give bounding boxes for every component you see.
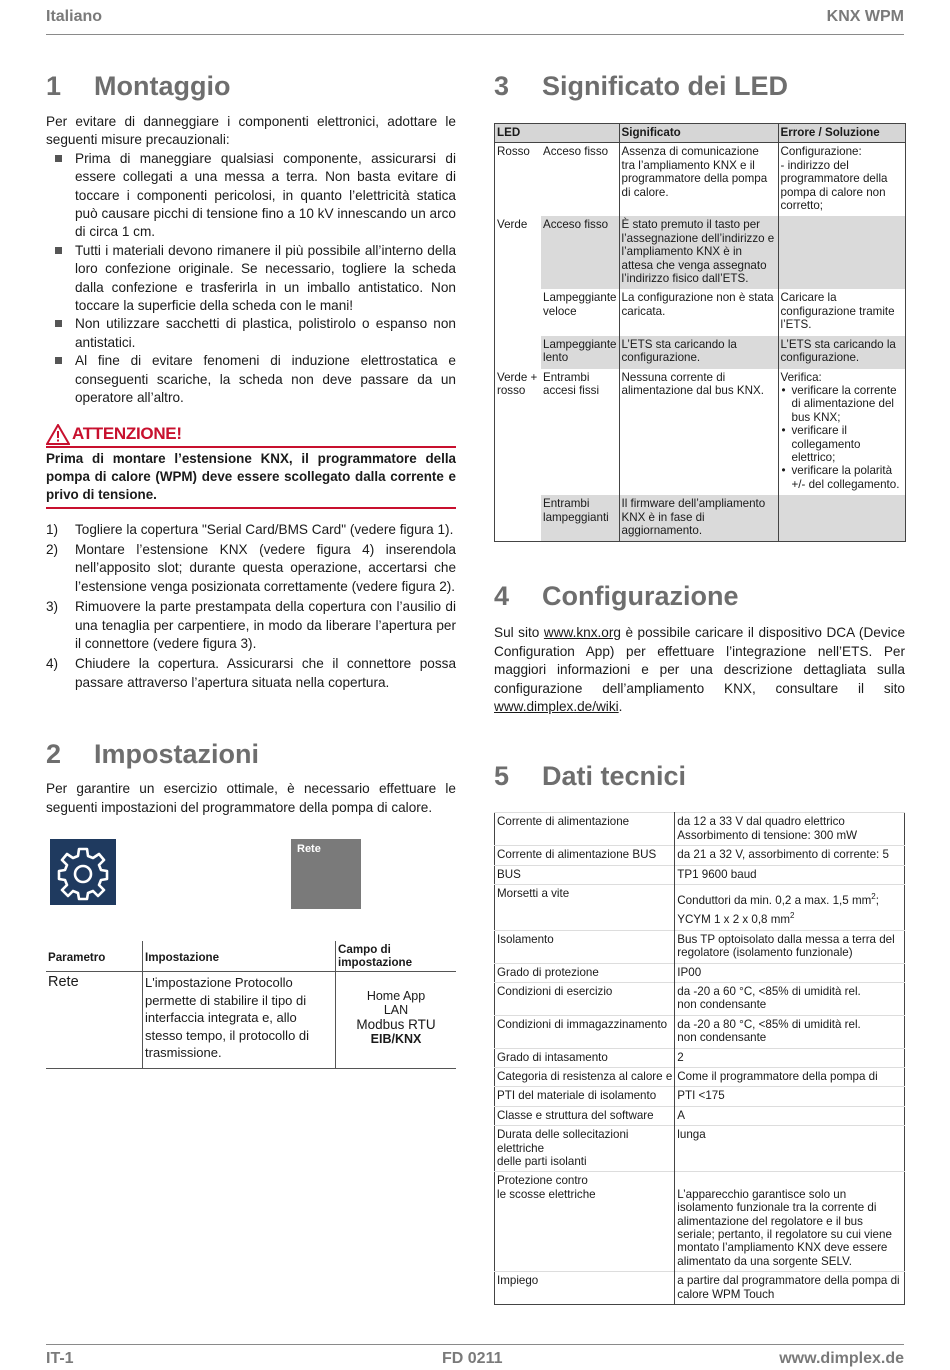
table-row: Protezione contro le scosse elettriche L’apparecchio garantisce solo un isolamento funzionale tra la corrente di alimentazione del regolatore e il bus seriale; pertanto, il regolatore su cui viene montato l’ampliamento KNX deve essere alimentato da una sorgente SELV. xyxy=(495,1172,905,1272)
list-item: 1) Togliere la copertura "Serial Card/BMS Card" (vedere figura 1). xyxy=(46,521,454,537)
table-row: Isolamento Bus TP optoisolato dalla messa a terra del regolatore (isolamento funzionale) xyxy=(495,930,905,963)
dimplex-wiki-link[interactable]: www.dimplex.de/wiki xyxy=(494,699,619,714)
tech-data-table xyxy=(494,812,905,1305)
table-row: Entrambi lampeggianti Il firmware dell’ampliamento KNX è in fase di aggiornamento. xyxy=(495,495,906,542)
table-row: Lampeggiante veloce La configurazione non è stata caricata. Caricare la configurazione tramite l’ETS. xyxy=(495,289,906,335)
page-footer xyxy=(46,1344,904,1370)
footer-page-number: IT-1 xyxy=(46,1350,74,1367)
table-row: Verde Acceso fisso È stato premuto il tasto per l’assegnazione dell’indirizzo e l’ampliamento KNX è in attesa che venga assegnato l’indirizzo fisico dall’ETS. xyxy=(495,216,906,289)
param-options xyxy=(336,971,457,1068)
table-row: Grado di intasamento 2 xyxy=(495,1048,905,1067)
settings-graphic xyxy=(46,837,456,933)
table-row: Grado di protezione IP00 xyxy=(495,963,905,982)
column-header: Impostazione xyxy=(143,941,336,972)
list-item: Non utilizzare sacchetti di plastica, polistirolo o espanso non antistatici. xyxy=(46,315,456,352)
option: LAN xyxy=(383,1003,409,1018)
s1-intro: Per evitare di danneggiare i componenti elettronici, adottare le seguenti misure precauzionali: xyxy=(46,114,456,148)
option: Modbus RTU xyxy=(356,1016,436,1032)
list-item: Prima di maneggiare qualsiasi componente, assicurarsi di essere collegati a una messa a terra. Non basta evitare di toccare i componenti pericolosi, in quanto l’elettricità statica può causare picchi di tensione fino a 10 kV innescando un arco di circa 1 cm. xyxy=(46,150,456,242)
menu-tile-label: Rete xyxy=(297,842,321,855)
section-5-title: 5 Dati tecnici xyxy=(494,761,687,792)
table-row: Corrente di alimentazione da 12 a 33 V dal quadro elettrico Assorbimento di tensione: 300 mW xyxy=(495,813,905,846)
table-row: Condizioni di immagazzinamento da -20 a 80 °C, <85% di umidità rel. non condensante xyxy=(495,1015,905,1048)
list-item: 4) Chiudere la copertura. Assicurarsi che il connettore possa passare attraverso l’apertura situata nella copertura. xyxy=(46,656,456,690)
list-item: • verificare la polarità +/- del collegamento. xyxy=(781,464,904,491)
table-row: PTI del materiale di isolamento PTI <175 xyxy=(495,1087,905,1106)
warning-title: ATTENZIONE! xyxy=(72,423,182,443)
right-column xyxy=(494,64,905,1305)
header-product: KNX WPM xyxy=(826,8,904,25)
table-row: Morsetti a vite Conduttori da min. 0,2 a max. 1,5 $mm^2$; YCYM 1 x 2 x 0,8 $mm^2$ xyxy=(495,885,905,931)
s4-text: Sul sito www.knx.org è possibile caricare il dispositivo DCA (Device Configuration App) per effettuare l’integrazione nell’ETS. Per maggiori informazioni e per una descrizione dettagliata sulla configurazione dell’ampliamento KNX, consultare il sito www.dimplex.de/wiki. xyxy=(494,625,906,714)
param-name: Rete xyxy=(46,971,143,1068)
table-row: Lampeggiante lento L’ETS sta caricando la configurazione. L’ETS sta caricando la configurazione. xyxy=(495,336,906,369)
s2-intro: Per garantire un esercizio ottimale, è necessario effettuare le seguenti impostazioni del programmatore della pompa di calore. xyxy=(46,781,456,815)
section-2-title: 2 Impostazioni xyxy=(46,739,260,770)
left-column xyxy=(46,64,456,1069)
table-row: Condizioni di esercizio da -20 a 60 °C, <85% di umidità rel. non condensante xyxy=(495,982,905,1015)
check-list xyxy=(781,384,904,491)
table-row xyxy=(46,971,456,1068)
column-header: Campo di impostazione xyxy=(336,941,457,972)
option: Home App xyxy=(366,988,426,1003)
warning-header xyxy=(46,424,456,448)
table-row: Corrente di alimentazione BUS da 21 a 32 V, assorbimento di corrente: 5 xyxy=(495,846,905,865)
header-language: Italiano xyxy=(46,8,103,25)
warning-text: Prima di montare l’estensione KNX, il programmatore della pompa di calore (WPM) deve essere scollegato dalla corrente e privo di tensione. xyxy=(46,448,456,509)
precaution-list xyxy=(46,150,456,408)
section-4-title: 4 Configurazione xyxy=(494,581,739,612)
column-header xyxy=(541,124,619,143)
list-item: • verificare la corrente di alimentazione del bus KNX; xyxy=(781,384,904,424)
network-menu-tile xyxy=(291,839,361,909)
table-row: Verde + rosso Entrambi accesi fissi Nessuna corrente di alimentazione dal bus KNX. Verifica: • verificare la corrente di alimentazione del bus KNX; • verificare il collegamento elettrico; • verificare la polarità +/- del collegamento. xyxy=(495,369,906,496)
knx-link[interactable]: www.knx.org xyxy=(543,625,621,641)
mounting-steps xyxy=(46,521,456,693)
footer-website: www.dimplex.de xyxy=(779,1350,904,1367)
list-item: Al fine di evitare fenomeni di induzione elettrostatica e conseguenti scariche, la scheda non deve passare da un operatore all’altro. xyxy=(46,352,456,407)
list-item: • verificare il collegamento elettrico; xyxy=(781,424,904,464)
table-row: Categoria di resistenza al calore e Come il programmatore della pompa di xyxy=(495,1068,905,1087)
column-header: Parametro xyxy=(46,941,143,972)
column-header: Errore / Soluzione xyxy=(778,124,906,143)
column-header: Significato xyxy=(619,124,778,143)
table-row: Classe e struttura del software A xyxy=(495,1106,905,1125)
table-row: Impiego a partire dal programmatore della pompa di calore WPM Touch xyxy=(495,1272,905,1305)
footer-doc-code: FD 0211 xyxy=(442,1350,503,1367)
led-table xyxy=(494,123,906,542)
list-item: 2) Montare l’estensione KNX (vedere figura 4) inserendola nell’apposito slot; durante questa operazione, accertarsi che l’estensione venga posizionata correttamente (vedere figura 2). xyxy=(46,541,456,594)
settings-tile xyxy=(50,839,116,905)
param-setting: L'impostazione Protocollo permette di stabilire il tipo di interfaccia integrata e, allo stesso tempo, il protocollo di trasmissione. xyxy=(143,971,336,1068)
table-row: Rosso Acceso fisso Assenza di comunicazione tra l’ampliamento KNX e il programmatore della pompa di calore. Configurazione: - indirizzo del programmatore della pompa di calore non corretto; xyxy=(495,143,906,217)
option-selected: EIB/KNX xyxy=(370,1032,422,1047)
section-3-title: 3 Significato dei LED xyxy=(494,71,789,101)
parameter-table xyxy=(46,941,456,1069)
table-row: BUS TP1 9600 baud xyxy=(495,865,905,884)
list-item: Tutti i materiali devono rimanere il più possibile all’interno della loro confezione originale. Se necessario, togliere la scheda dalla confezione e trasferirla in un imballo antistatico. Non toccare la superficie della scheda con le mani! xyxy=(46,242,456,316)
list-item: 3) Rimuovere la parte prestampata della copertura con l’ausilio di una tenaglia per carpentiere, in modo da liberare l’apertura per il connettore (vedere figura 3). xyxy=(46,599,456,651)
warning-triangle-icon xyxy=(46,424,70,445)
gear-icon xyxy=(50,839,116,905)
section-1-title: 1 Montaggio xyxy=(46,71,231,101)
column-header: LED xyxy=(495,124,542,143)
table-row: Durata delle sollecitazioni elettriche delle parti isolanti lunga xyxy=(495,1126,905,1172)
page-header xyxy=(46,8,904,35)
